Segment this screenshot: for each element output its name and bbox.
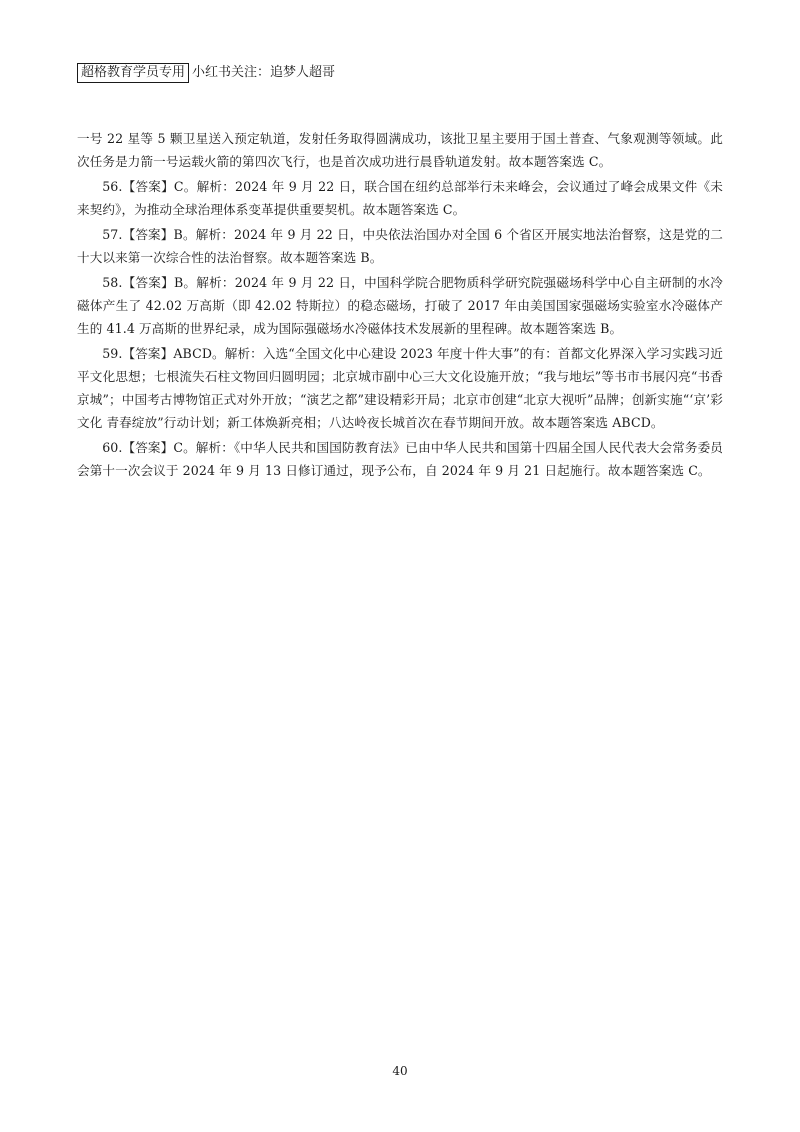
paragraph-answer-57: 57.【答案】B。解析：2024 年 9 月 22 日，中央依法治国办对全国 6 个省区开展实地法治督察，这是党的二十大以来第一次综合性的法治督察。故本题答案选 B。	[77, 227, 723, 265]
answer-content	[77, 127, 723, 482]
paragraph-answer-59: 59.【答案】ABCD。解析：入选“全国文化中心建设 2023 年度十件大事”的有：首都文化界深入学习实践习近平文化思想；七根流失石柱文物回归圆明园；北京城市副中心三大文化设施开放；“我与地坛”等书市书展闪亮“书香京城”；中国考古博物馆正式对外开放；“演艺之都”建设精彩开局；北京市创建“北京大视听”品牌；创新实施“‘京’彩文化 青春绽放”行动计划；新工体焕新亮相；八达岭夜长城首次在春节期间开放。故本题答案选 ABCD。	[77, 346, 723, 430]
header-box-label: 超格教育学员专用	[77, 63, 189, 83]
page-header	[77, 63, 335, 83]
paragraph-answer-60: 60.【答案】C。解析：《中华人民共和国国防教育法》已由中华人民共和国第十四届全国人民代表大会常务委员会第十一次会议于 2024 年 9 月 13 日修订通过，现予公布，自 2024 年 9 月 21 日起施行。故本题答案选 C。	[77, 440, 723, 478]
page-number: 40	[392, 1064, 408, 1078]
header-note: 小红书关注：追梦人超哥	[192, 65, 336, 80]
paragraph-answer-56: 56.【答案】C。解析：2024 年 9 月 22 日，联合国在纽约总部举行未来峰会，会议通过了峰会成果文件《未来契约》，为推动全球治理体系变革提供重要契机。故本题答案选 C。	[77, 179, 723, 217]
paragraph-answer-58: 58.【答案】B。解析：2024 年 9 月 22 日，中国科学院合肥物质科学研究院强磁场科学中心自主研制的水冷磁体产生了 42.02 万高斯（即 42.02 特斯拉）的稳态磁场，打破了 2017 年由美国国家强磁场实验室水冷磁体产生的 41.4 万高斯的世界纪录，成为国际强磁场水冷磁体技术发展新的里程碑。故本题答案选 B。	[77, 275, 723, 336]
paragraph-continued-55: 一号 22 星等 5 颗卫星送入预定轨道，发射任务取得圆满成功，该批卫星主要用于国土普查、气象观测等领域。此次任务是力箭一号运载火箭的第四次飞行，也是首次成功进行晨昏轨道发射。故本题答案选 C。	[77, 131, 723, 169]
